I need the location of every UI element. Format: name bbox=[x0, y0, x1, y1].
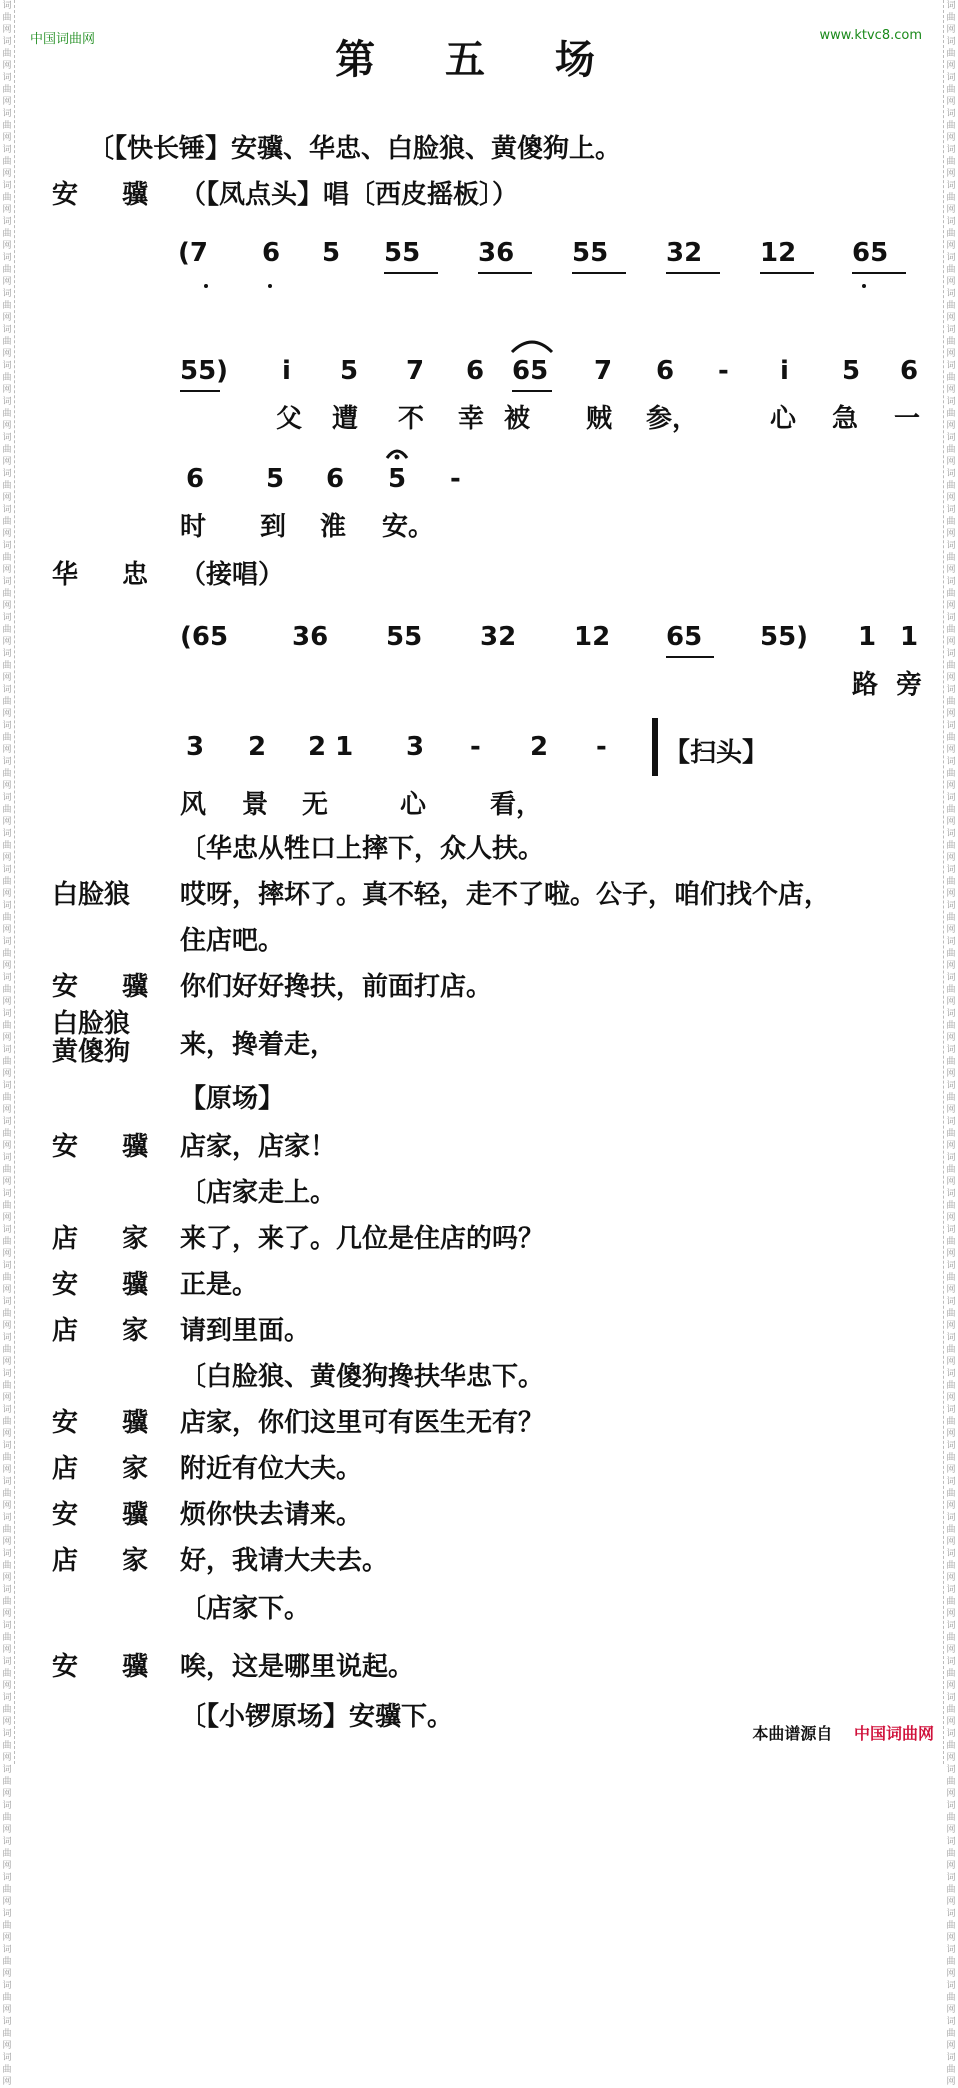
percussion-tag: 【扫头】 bbox=[664, 738, 769, 768]
note: 2 bbox=[530, 732, 549, 762]
line-text: 唉，这是哪里说起。 bbox=[180, 1652, 415, 1682]
beat-underline bbox=[180, 390, 220, 392]
lyric: 到 bbox=[260, 512, 287, 542]
beat-underline bbox=[512, 390, 552, 392]
note: 36 bbox=[478, 238, 515, 268]
note: 5 bbox=[266, 464, 285, 494]
lyric: 参， bbox=[646, 404, 699, 434]
line-text: 店家，你们这里可有医生无有？ bbox=[180, 1408, 545, 1438]
speaker: 安 骥 bbox=[52, 972, 148, 1002]
right-margin-watermark: 词曲网词曲网词曲网词曲网词曲网词曲网词曲网词曲网词曲网词曲网词曲网词曲网词曲网词曲网词曲网词曲网词曲网词曲网词曲网词曲网词曲网词曲网词曲网词曲网词曲网词曲网词曲网词曲网词曲网词曲网词曲网词曲网词曲网词曲网词曲网词曲网词曲网词曲网词曲网词曲网词曲网词曲网词曲网词曲网词曲网词曲网词曲网词曲网词曲网词曲网词曲网词曲网词曲网词曲网词曲网词曲网词曲网词曲网 bbox=[943, 0, 958, 1764]
footer-source: 本曲谱源自 bbox=[752, 1724, 833, 1743]
stage-direction: 〔白脸狼、黄傻狗搀扶华忠下。 bbox=[180, 1362, 545, 1392]
note: 6 bbox=[326, 464, 345, 494]
note: 5 bbox=[388, 464, 407, 494]
notation-row-1 bbox=[0, 238, 958, 298]
note: 3 bbox=[406, 732, 425, 762]
beat-underline bbox=[572, 272, 626, 274]
line-text: 店家，店家！ bbox=[180, 1132, 337, 1162]
line-text: 请到里面。 bbox=[180, 1316, 311, 1346]
speaker: 安 骥 bbox=[52, 180, 148, 210]
fermata-mark bbox=[384, 444, 410, 462]
note: 12 bbox=[574, 622, 611, 652]
note: 2 bbox=[248, 732, 267, 762]
lyric: 心 bbox=[770, 404, 797, 434]
line-text: 来了，来了。几位是住店的吗？ bbox=[180, 1224, 545, 1254]
note: 55) bbox=[760, 622, 809, 652]
lyric: 无 bbox=[302, 790, 329, 820]
stage-direction: 〔华忠从牲口上摔下，众人扶。 bbox=[180, 834, 545, 864]
note: 1 bbox=[900, 622, 919, 652]
note: 6 bbox=[262, 238, 281, 268]
note: i bbox=[282, 356, 291, 386]
watermark-left[interactable]: 中国词曲网 bbox=[30, 32, 96, 47]
lyric: 幸 bbox=[458, 404, 485, 434]
line-text: 你们好好搀扶，前面打店。 bbox=[180, 972, 493, 1002]
notation-row-3 bbox=[0, 464, 958, 524]
note: 6 bbox=[656, 356, 675, 386]
line-text: 正是。 bbox=[180, 1270, 259, 1300]
lyric: 淮 bbox=[320, 512, 347, 542]
note: - bbox=[718, 356, 729, 386]
note: (7 bbox=[178, 238, 208, 268]
low-octave-dot bbox=[862, 284, 866, 288]
note: 12 bbox=[760, 238, 797, 268]
note: 32 bbox=[666, 238, 703, 268]
notation-row-5 bbox=[0, 732, 958, 792]
percussion-barline bbox=[652, 718, 658, 776]
lyric: 景 bbox=[242, 790, 269, 820]
note: 2 1 bbox=[308, 732, 354, 762]
note: 65 bbox=[852, 238, 889, 268]
note: (65 bbox=[180, 622, 229, 652]
lyric: 心 bbox=[400, 790, 427, 820]
lyric: 旁 bbox=[896, 670, 923, 700]
low-octave-dot bbox=[268, 284, 272, 288]
stage-direction: 〔【小锣原场】安骥下。 bbox=[180, 1702, 454, 1732]
speaker: 安 骥 bbox=[52, 1270, 148, 1300]
scene-title: 第 五 场 bbox=[335, 36, 623, 83]
lyric: 看， bbox=[490, 790, 543, 820]
note: 65 bbox=[666, 622, 703, 652]
lyric: 遭 bbox=[332, 404, 359, 434]
line-text: 附近有位大夫。 bbox=[180, 1454, 363, 1484]
note: 55 bbox=[386, 622, 423, 652]
note: - bbox=[450, 464, 461, 494]
line-text: 好，我请大夫去。 bbox=[180, 1546, 389, 1576]
line-text: （【凤点头】唱〔西皮摇板〕） bbox=[180, 180, 519, 210]
footer-site-link[interactable]: 中国词曲网 bbox=[853, 1724, 934, 1743]
line-text: （接唱） bbox=[180, 560, 285, 590]
note: 5 bbox=[340, 356, 359, 386]
lyric: 不 bbox=[398, 404, 425, 434]
note: 55) bbox=[180, 356, 229, 386]
note: 36 bbox=[292, 622, 329, 652]
beat-underline bbox=[852, 272, 906, 274]
speaker: 安 骥 bbox=[52, 1500, 148, 1530]
footer-credit bbox=[752, 1721, 934, 1744]
lyric: 父 bbox=[276, 404, 303, 434]
beat-underline bbox=[478, 272, 532, 274]
notation-row-4 bbox=[0, 622, 958, 682]
stage-direction: 〔【快长锤】安骥、华忠、白脸狼、黄傻狗上。 bbox=[88, 134, 622, 164]
note: 7 bbox=[406, 356, 425, 386]
note: 1 bbox=[858, 622, 877, 652]
lyric: 安。 bbox=[382, 512, 435, 542]
line-text: 哎呀，摔坏了。真不轻，走不了啦。公子，咱们找个店， bbox=[180, 880, 831, 910]
lyric: 路 bbox=[852, 670, 879, 700]
slur-arc bbox=[508, 334, 556, 354]
stage-direction: 【原场】 bbox=[180, 1084, 285, 1114]
note: 5 bbox=[322, 238, 341, 268]
line-text: 烦你快去请来。 bbox=[180, 1500, 363, 1530]
beat-underline bbox=[666, 656, 714, 658]
note: i bbox=[780, 356, 789, 386]
note: 32 bbox=[480, 622, 517, 652]
note: 7 bbox=[594, 356, 613, 386]
lyric: 被 bbox=[504, 404, 531, 434]
lyric: 一 bbox=[894, 404, 921, 434]
line-text: 住店吧。 bbox=[180, 926, 285, 956]
speaker: 店 家 bbox=[52, 1316, 148, 1346]
lyric: 风 bbox=[180, 790, 207, 820]
note: 6 bbox=[186, 464, 205, 494]
lyric: 贼 bbox=[586, 404, 613, 434]
watermark-right[interactable]: www.ktvc8.com bbox=[819, 28, 922, 43]
note: 55 bbox=[572, 238, 609, 268]
stage-direction: 〔店家下。 bbox=[180, 1594, 311, 1624]
speaker: 店 家 bbox=[52, 1224, 148, 1254]
note: 55 bbox=[384, 238, 421, 268]
speaker: 安 骥 bbox=[52, 1408, 148, 1438]
speaker: 店 家 bbox=[52, 1454, 148, 1484]
note: - bbox=[470, 732, 481, 762]
note: 3 bbox=[186, 732, 205, 762]
beat-underline bbox=[384, 272, 438, 274]
speaker: 安 骥 bbox=[52, 1132, 148, 1162]
lyric: 急 bbox=[832, 404, 859, 434]
note: 6 bbox=[900, 356, 919, 386]
speaker: 白脸狼 黄傻狗 bbox=[52, 1009, 131, 1067]
note: 5 bbox=[842, 356, 861, 386]
note: 6 bbox=[466, 356, 485, 386]
note: - bbox=[596, 732, 607, 762]
beat-underline bbox=[666, 272, 720, 274]
left-margin-watermark: 词曲网词曲网词曲网词曲网词曲网词曲网词曲网词曲网词曲网词曲网词曲网词曲网词曲网词曲网词曲网词曲网词曲网词曲网词曲网词曲网词曲网词曲网词曲网词曲网词曲网词曲网词曲网词曲网词曲网词曲网词曲网词曲网词曲网词曲网词曲网词曲网词曲网词曲网词曲网词曲网词曲网词曲网词曲网词曲网词曲网词曲网词曲网词曲网词曲网词曲网词曲网词曲网词曲网词曲网词曲网词曲网词曲网词曲网 bbox=[0, 0, 15, 1764]
speaker: 店 家 bbox=[52, 1546, 148, 1576]
stage-direction: 〔店家走上。 bbox=[180, 1178, 337, 1208]
speaker: 安 骥 bbox=[52, 1652, 148, 1682]
low-octave-dot bbox=[204, 284, 208, 288]
speaker: 华 忠 bbox=[52, 560, 148, 590]
note: 65 bbox=[512, 356, 549, 386]
lyric: 时 bbox=[180, 512, 207, 542]
line-text: 来，搀着走， bbox=[180, 1030, 337, 1060]
speaker: 白脸狼 bbox=[52, 880, 131, 910]
beat-underline bbox=[760, 272, 814, 274]
